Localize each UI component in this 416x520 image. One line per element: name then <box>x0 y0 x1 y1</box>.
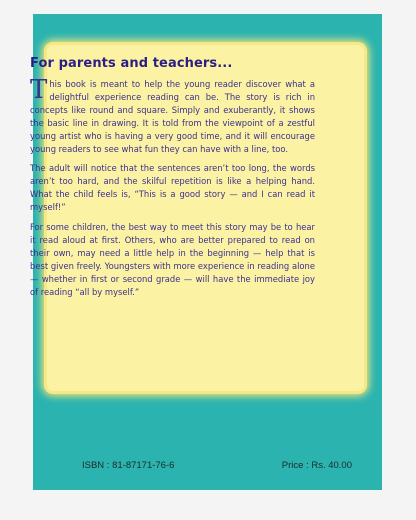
paragraph-3: For some children, the best way to meet this story may be to hear it read aloud at first. Others, who are better prepared to read on their own, may need a little help in the beginning — help that is best given freely. Youngsters with more experience in reading alone — whether in first or second grade — will have the immediate joy of reading “all by myself.” <box>30 222 315 297</box>
paragraph-1-text: his book is meant to help the young reader discover what a delightful experience reading can be. The story is rich in concepts like round and square. Simply and exuberantly, it shows the basic line in drawing. It is told from the viewpoint of a zestful young artist who is having a very good time, and it will encourage young readers to see what fun they can have with a line, too. <box>30 79 315 154</box>
price-label: Price : Rs. 40.00 <box>281 460 352 471</box>
paragraph-2: The adult will notice that the sentences aren’t too long, the words aren’t too hard, and the skilful repetition is like a helping hand. What the child feels is, “This is a good story — and I can read it myself!” <box>30 163 315 213</box>
isbn-label: ISBN : 81-87171-76-6 <box>82 460 175 471</box>
panel-heading: For parents and teachers... <box>30 56 233 71</box>
paragraph-1 <box>30 75 315 155</box>
drop-cap: T <box>30 75 48 105</box>
panel-content <box>30 56 315 306</box>
